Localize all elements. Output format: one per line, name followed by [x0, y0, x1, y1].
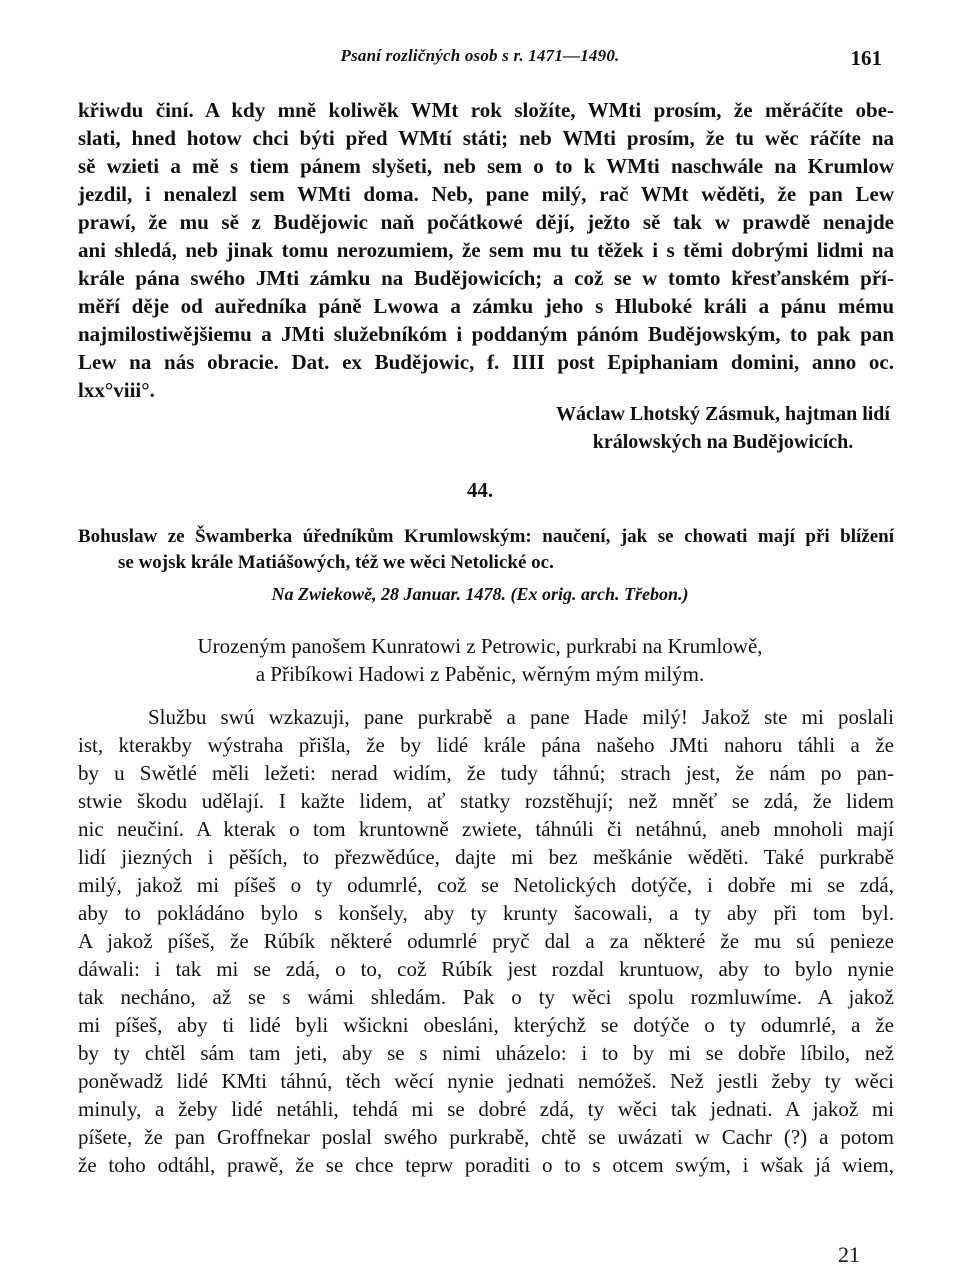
text-line: Lew na nás obracie. Dat. ex Budějowic, f. IIII post Epiphaniam domini, anno oc.: [78, 350, 894, 374]
text-line: mi píšeš, aby ti lidé byli wšickni obesláni, kterýchž se dotýče o ty odumrlé, a že: [78, 1013, 894, 1037]
text-line: měří děje od auředníka páně Lwowa a zámku jeho s Hluboké králi a pánu mému: [78, 294, 894, 318]
document-regest: [78, 524, 894, 576]
text-line: aby to pokládáno bylo s konšely, aby ty krunty šacowali, a ty aby při tom byl.: [78, 901, 894, 925]
text-line: A jakož píšeš, že Rúbík některé odumrlé pryč dal a za některé že mu sú penieze: [78, 929, 894, 953]
signature-mark: 21: [838, 1242, 860, 1267]
running-title: Psaní rozličných osob s r. 1471—1490.: [340, 46, 620, 65]
text-line: dáwali: i tak mi se zdá, o to, což Rúbík jest rozdal kruntuow, aby to bylo nynie: [78, 957, 894, 981]
text-line: nic neučiní. A kterak o tom kruntowně zwiete, táhnúli či netáhnú, aneb mnoholi mají: [78, 817, 894, 841]
text-line: krále pána swého JMti zámku na Budějowicích; a což se w tomto křesťanském pří-: [78, 266, 894, 290]
text-line: prawí, že mu sě z Budějowic naň počátkowé dějí, ježto sě tak w prawdě nenajde: [78, 210, 894, 234]
regest-line: se wojsk krále Matiášowých, též we wěci Netolické oc.: [118, 552, 554, 573]
letter-address: [0, 632, 960, 688]
text-line: stwie škodu udělají. I kažte lidem, ať statky rozstěhují; než mněť se zdá, že lidem: [78, 789, 894, 813]
text-line: lxx°viii°.: [78, 378, 155, 402]
text-line: ani shledá, neb jinak tomu nerozumiem, že sem mu tu těžek i s těmi dobrými lidmi na: [78, 238, 894, 262]
text-line: křiwdu činí. A kdy mně koliwěk WMt rok složíte, WMti prosím, že měráčíte obe-: [78, 98, 894, 122]
regest-line: Bohuslaw ze Šwamberka úředníkům Krumlowským: naučení, jak se chowati mají při blížení: [78, 526, 894, 547]
text-line: milý, jakož mi píšeš o ty odumrlé, což se Netolických dotýče, i dobře mi se zdá,: [78, 873, 894, 897]
text-line: jezdil, i nenalezl sem WMti doma. Neb, pane milý, rač WMt wěděti, že pan Lew: [78, 182, 894, 206]
text-line: poněwadž lidé KMti táhnú, těch wěcí nynie jednati nemóžeš. Než jestli žeby ty wěci: [78, 1069, 894, 1093]
text-line: minuly, a žeby lidé netáhli, tehdá mi se dobré zdá, ty wěci tak jednati. A jakož mi: [78, 1097, 894, 1121]
text-line: sě wzieti a mě s tiem pánem slyšeti, neb sem o to k WMti naschwále na Krumlow: [78, 154, 894, 178]
letter-end-paragraph: [78, 96, 894, 404]
page-number: 161: [850, 46, 882, 70]
address-line: a Přibíkowi Hadowi z Paběnic, wěrným mým milým.: [255, 662, 705, 686]
text-line: že toho odtáhl, prawě, že se chce teprw poraditi o to s otcem swým, i wšak já wiem,: [78, 1153, 894, 1177]
document-dateline: Na Zwiekowě, 28 Januar. 1478. (Ex orig. arch. Třebon.): [271, 584, 689, 604]
address-line: Urozeným panošem Kunratowi z Petrowic, purkrabi na Krumlowě,: [197, 634, 763, 658]
text-line: lidí jiezných i pěších, to přezwědúce, dajte mi bez meškánie wěděti. Také purkrabě: [78, 845, 894, 869]
text-line: píšete, že pan Groffnekar poslal swého purkrabě, chtě se uwázati w Cachr (?) a potom: [78, 1125, 894, 1149]
text-line: by ty chtěl sám tam jeti, aby se s nimi uházelo: i to by mi se dobře líbilo, než: [78, 1041, 894, 1065]
text-line: najmilostiwějšiemu a JMti služebníkóm i poddaným pánóm Budějowským, to pak pan: [78, 322, 894, 346]
text-line: Službu swú wzkazuji, pane purkrabě a pane Hade milý! Jakož ste mi poslali: [148, 705, 894, 729]
text-line: slati, hned hotow chci býti před WMtí státi; neb WMti prosím, že tu wěc ráčíte na: [78, 126, 894, 150]
signature-line: Wáclaw Lhotský Zásmuk, hajtman lidí: [556, 403, 890, 425]
letter-signature: [556, 400, 890, 456]
document-number: 44.: [466, 478, 494, 502]
text-line: tak necháno, až se s wámi shledám. Pak o ty wěci spolu rozmluwíme. A jakož: [78, 985, 894, 1009]
text-line: ist, kterakby wýstraha přišla, že by lidé krále pána našeho JMti nahoru táhli a že: [78, 733, 894, 757]
letter-body: [78, 703, 894, 1179]
text-line: by u Swětlé měli ležeti: nerad widím, že tudy táhnú; strach jest, že nám po pan-: [78, 761, 894, 785]
signature-line: králowských na Budějowicích.: [592, 431, 854, 453]
